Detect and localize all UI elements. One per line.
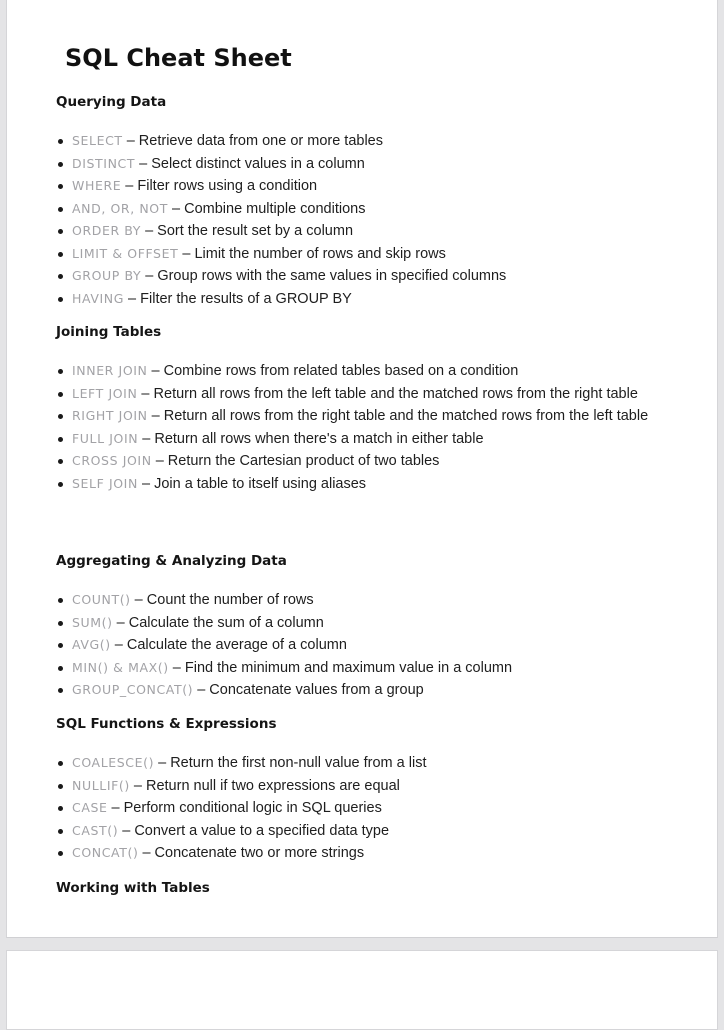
item-description: Return all rows from the right table and the matched rows from the left table — [163, 408, 649, 424]
section-heading: Aggregating & Analyzing Data — [56, 553, 287, 569]
sql-keyword: DISTINCT — [72, 155, 136, 171]
list-item: SELECT – Retrieve data from one or more tables — [56, 130, 696, 153]
item-description: Concatenate two or more strings — [154, 845, 365, 861]
list-item: WHERE – Filter rows using a condition — [56, 175, 696, 198]
sql-keyword: WHERE — [72, 178, 122, 193]
item-description: Find the minimum and maximum value in a column — [184, 659, 513, 676]
page-title: SQL Cheat Sheet — [65, 44, 292, 72]
sql-keyword: SUM() — [72, 614, 113, 630]
sql-keyword: LIMIT & OFFSET — [72, 245, 179, 261]
sql-keyword: GROUP BY — [72, 268, 142, 283]
list-item: MIN() & MAX() – Find the minimum and maximum value in a column — [56, 657, 696, 680]
list-item: CASE – Perform conditional logic in SQL queries — [56, 797, 696, 820]
item-description: Combine multiple conditions — [184, 200, 366, 217]
list-item: HAVING – Filter the results of a GROUP BY — [56, 288, 696, 311]
section-joining-tables — [56, 322, 696, 495]
item-description: Select distinct values in a column — [151, 155, 365, 172]
sql-keyword: COUNT() — [72, 592, 131, 607]
sql-keyword: CONCAT() — [72, 845, 139, 860]
item-description: Filter the results of a GROUP BY — [140, 290, 352, 307]
sql-keyword: INNER JOIN — [72, 363, 148, 378]
list-item: COALESCE() – Return the first non-null value from a list — [56, 752, 696, 775]
section-sql-functions-expressions — [56, 714, 696, 865]
sql-keyword: RIGHT JOIN — [72, 408, 148, 423]
sql-keyword: CASE — [72, 800, 108, 815]
sql-keyword: HAVING — [72, 290, 125, 306]
sql-keyword: MIN() & MAX() — [72, 659, 169, 675]
item-description: Join a table to itself using aliases — [154, 475, 367, 492]
sql-keyword: ORDER BY — [72, 223, 142, 238]
section-aggregating-analyzing-data — [56, 551, 696, 702]
list-item: AVG() – Calculate the average of a column — [56, 634, 696, 657]
section-list — [56, 360, 696, 495]
section-querying-data — [56, 92, 696, 310]
document-page — [6, 0, 718, 938]
section-list — [56, 589, 696, 702]
item-description: Return the Cartesian product of two tables — [167, 453, 440, 469]
section-heading: SQL Functions & Expressions — [56, 716, 277, 732]
item-description: Return the first non-null value from a list — [170, 755, 427, 771]
list-item: GROUP_CONCAT() – Concatenate values from a group — [56, 679, 696, 702]
list-item: INNER JOIN – Combine rows from related tables based on a condition — [56, 360, 696, 383]
item-description: Return all rows from the left table and the matched rows from the right table — [153, 385, 638, 402]
item-description: Perform conditional logic in SQL queries — [123, 800, 382, 816]
item-description: Calculate the sum of a column — [128, 614, 324, 631]
section-heading: Querying Data — [56, 94, 167, 110]
item-description: Combine rows from related tables based on a condition — [163, 363, 519, 379]
item-description: Limit the number of rows and skip rows — [194, 245, 446, 262]
list-item: AND, OR, NOT – Combine multiple conditions — [56, 198, 696, 221]
list-item: LEFT JOIN – Return all rows from the left table and the matched rows from the right table — [56, 383, 696, 406]
item-description: Calculate the average of a column — [126, 637, 347, 653]
item-description: Group rows with the same values in specified columns — [157, 268, 507, 284]
item-description: Return all rows when there's a match in either table — [154, 430, 484, 447]
item-description: Return null if two expressions are equal — [145, 777, 400, 794]
item-description: Convert a value to a specified data type — [134, 822, 390, 839]
sql-keyword: NULLIF() — [72, 777, 130, 793]
sql-keyword: AND, OR, NOT — [72, 200, 168, 216]
list-item: SELF JOIN – Join a table to itself using aliases — [56, 473, 696, 496]
section-heading: Working with Tables — [56, 880, 210, 896]
sql-keyword: AVG() — [72, 637, 111, 652]
section-list — [56, 752, 696, 865]
list-item: DISTINCT – Select distinct values in a column — [56, 153, 696, 176]
next-document-page — [6, 950, 718, 1030]
list-item: CONCAT() – Concatenate two or more strings — [56, 842, 696, 865]
sql-keyword: CAST() — [72, 822, 119, 838]
sql-keyword: CROSS JOIN — [72, 453, 152, 468]
list-item: ORDER BY – Sort the result set by a column — [56, 220, 696, 243]
sql-keyword: FULL JOIN — [72, 430, 139, 446]
sql-keyword: LEFT JOIN — [72, 385, 138, 401]
item-description: Retrieve data from one or more tables — [138, 133, 383, 149]
section-working-with-tables — [56, 878, 696, 898]
sql-keyword: COALESCE() — [72, 755, 155, 770]
item-description: Count the number of rows — [146, 592, 314, 608]
list-item: GROUP BY – Group rows with the same values in specified columns — [56, 265, 696, 288]
item-description: Filter rows using a condition — [137, 178, 318, 194]
section-heading: Joining Tables — [56, 324, 162, 340]
list-item: RIGHT JOIN – Return all rows from the right table and the matched rows from the left table — [56, 405, 696, 428]
list-item: SUM() – Calculate the sum of a column — [56, 612, 696, 635]
sql-keyword: SELECT — [72, 133, 123, 148]
list-item: CAST() – Convert a value to a specified data type — [56, 820, 696, 843]
list-item: COUNT() – Count the number of rows — [56, 589, 696, 612]
item-description: Concatenate values from a group — [209, 682, 424, 698]
item-description: Sort the result set by a column — [157, 223, 354, 239]
list-item: FULL JOIN – Return all rows when there's a match in either table — [56, 428, 696, 451]
sql-keyword: SELF JOIN — [72, 475, 138, 491]
sql-keyword: GROUP_CONCAT() — [72, 682, 194, 697]
list-item: CROSS JOIN – Return the Cartesian product of two tables — [56, 450, 696, 473]
section-list — [56, 130, 696, 310]
list-item: LIMIT & OFFSET – Limit the number of rows and skip rows — [56, 243, 696, 266]
list-item: NULLIF() – Return null if two expressions are equal — [56, 775, 696, 798]
